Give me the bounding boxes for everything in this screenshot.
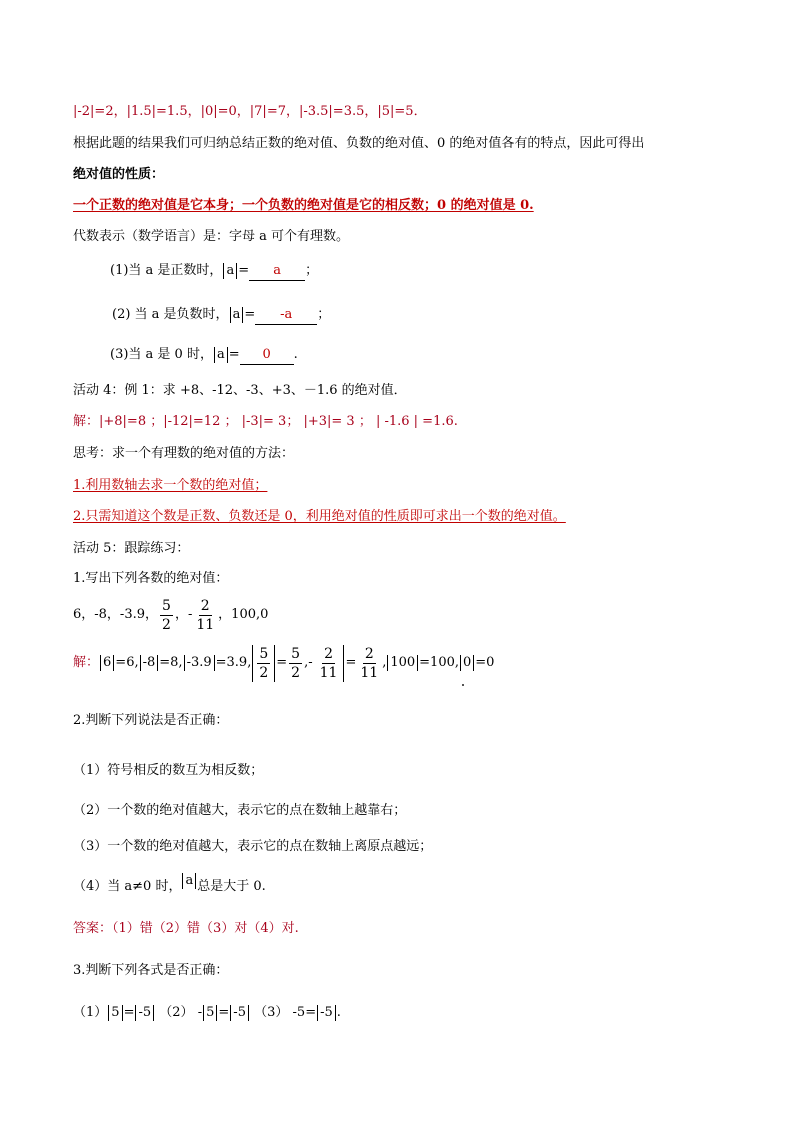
activity-4-solution: 解：|+8|=8 ；|-12|=12 ； |-3|= 3； |+3|= 3 ； | -1.6 | =1.6. [73,414,458,429]
abs-fraction [314,645,345,682]
fraction-5-2 [257,645,270,682]
answer-line: 答案：（1）错（2）错（3）对（4）对. [73,921,299,936]
answer-blank: -a [255,306,317,325]
case-positive [110,262,318,281]
abs-a: a [214,347,228,363]
expressions-line [73,1004,341,1022]
punct: ； [305,263,319,278]
numbers-text: 6，-8，-3.9， [73,607,159,622]
equals: = [218,1005,230,1020]
fraction-2-11 [194,597,216,634]
abs-value: 6 [100,655,114,671]
result: =8, [159,655,183,670]
numerator: 2 [364,645,374,662]
statement-text: （4）当 a≠0 时， [73,879,182,894]
abs-value: -5 [230,1005,249,1021]
punct: . [293,347,298,362]
minus: - [197,1005,203,1020]
summary-text: 根据此题的结果我们可归纳总结正数的绝对值、负数的绝对值、0 的绝对值各有的特点，因此可得出 [73,136,645,151]
denominator: 11 [196,616,215,633]
result: =3.9, [215,655,252,670]
case-text: (2) 当 a 是负数时， [112,307,229,322]
statement-3: （3）一个数的绝对值越大，表示它的点在数轴上离原点越远； [73,839,433,854]
abs-value: -5 [317,1005,336,1021]
activity-4-example: 活动 4：例 1：求 +8、-12、-3、+3、－1.6 的绝对值． [73,383,407,398]
punct: ； [317,307,331,322]
denominator: 2 [162,616,171,633]
abs-value: 100 [387,655,418,671]
equals: = [345,655,357,670]
abs-a: a [230,307,244,323]
statement-2: （2）一个数的绝对值越大，表示它的点在数轴上越靠右； [73,803,407,818]
denominator: 11 [319,664,338,681]
equals: = [123,1005,135,1020]
question-2: 2.判断下列说法是否正确： [73,713,229,728]
case-text: (3)当 a 是 0 时， [110,347,213,362]
abs-value: 0 [460,655,474,671]
fraction-2-11 [358,645,380,682]
numerator: 2 [324,645,333,662]
method-2: 2.只需知道这个数是正数、负数还是 0，利用绝对值的性质即可求出一个数的绝对值。 [73,509,566,524]
label: （3） [254,1005,289,1020]
case-text: (1)当 a 是正数时， [110,263,223,278]
label: （2） [159,1005,194,1020]
denominator: 2 [291,664,301,681]
equals: = [276,655,288,670]
answer-blank: 0 [240,346,294,365]
result: =100, [419,655,459,670]
question-1: 1.写出下列各数的绝对值： [73,571,229,586]
numerator: 5 [162,597,171,614]
section-heading-abs-property: 绝对值的性质： [73,167,165,182]
equals: = [238,263,250,278]
separator: ，- [174,607,193,622]
period: . [336,1005,341,1020]
case-negative [112,306,330,325]
equals: = [228,347,240,362]
activity-5-title: 活动 5：跟踪练习： [73,541,190,556]
denominator: 11 [360,664,379,681]
solution-1 [73,642,494,684]
abs-fraction [252,645,275,682]
abs-value: 5 [108,1005,122,1021]
abs-value: -5 [135,1005,154,1021]
case-zero [110,346,298,365]
equals: = [244,307,256,322]
fraction-5-2 [160,597,173,634]
method-1: 1.利用数轴去求一个数的绝对值； [73,478,268,493]
statement-4 [73,873,266,896]
think-prompt: 思考：求一个有理数的绝对值的方法： [73,446,295,461]
abs-property-statement: 一个正数的绝对值是它本身；一个负数的绝对值是它的相反数；0 的绝对值是 0. [73,198,534,213]
numerator: 5 [259,645,269,662]
lhs: -5= [292,1005,317,1020]
abs-a: a [182,873,196,889]
stray-dot [462,684,464,686]
separator: ,- [304,655,313,670]
abs-value: 5 [203,1005,217,1021]
fraction-5-2 [289,645,302,682]
numbers-text-end: ，100,0 [218,607,269,622]
result: =0 [475,655,495,670]
statement-text-end: 总是大于 0. [197,879,266,894]
abs-a: a [223,263,237,279]
statement-1: （1）符号相反的数互为相反数； [73,763,264,778]
abs-value: -8 [140,655,159,671]
numerator: 5 [291,645,301,662]
abs-value: -3.9 [184,655,215,671]
denominator: 2 [259,664,269,681]
numbers-list [73,594,268,636]
numerator: 2 [200,597,210,614]
fraction-2-11 [318,645,340,682]
separator: , [382,655,387,670]
answer-blank: a [249,262,305,281]
label: （1） [73,1005,108,1020]
algebra-representation: 代数表示（数学语言）是：字母 a 可个有理数。 [73,229,350,244]
question-3: 3.判断下列各式是否正确： [73,963,229,978]
solution-label: 解： [73,655,100,670]
result: =6, [115,655,139,670]
abs-examples-line: |-2|=2，|1.5|=1.5，|0|=0，|7|=7，|-3.5|=3.5，|5|=5． [73,104,427,119]
